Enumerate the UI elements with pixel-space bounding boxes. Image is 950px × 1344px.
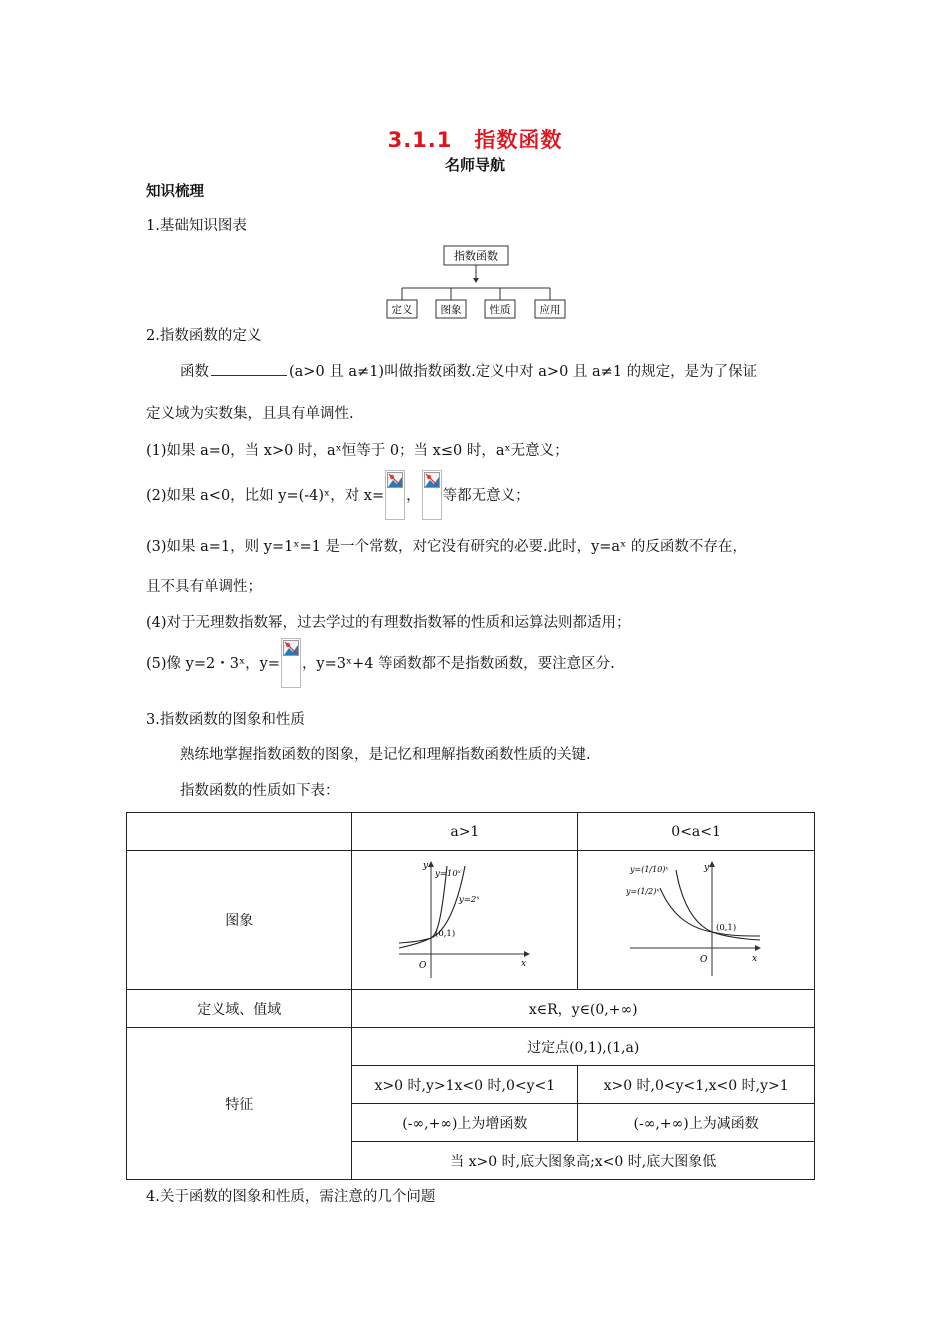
heading-definition: 2.指数函数的定义 [146,328,262,344]
heading-notes: 4.关于函数的图象和性质，需注意的几个问题 [146,1189,436,1205]
table-intro: 指数函数的性质如下表： [180,783,340,799]
definition-item-2 [146,470,530,520]
diagram-child-application: 应用 [539,304,561,316]
graph-cell-a-gt-1 [352,851,578,990]
svg-text:O: O [418,961,427,971]
definition-paragraph [180,360,757,381]
diagram-child-definition: 定义 [391,304,413,316]
svg-text:y=10ˣ: y=10ˣ [434,869,461,879]
item2-text-b: ， [406,488,421,504]
compare-value: 当 x>0 时,底大图象高;x<0 时,底大图象低 [352,1142,815,1180]
graph-cell-a-lt-1 [578,851,815,990]
definition-item-5 [146,638,615,688]
monotonic-a-lt-1: (-∞,+∞)上为减函数 [578,1104,815,1142]
svg-text:x: x [752,954,758,964]
section-heading: 知识梳理 [146,184,204,200]
broken-image-icon [385,470,405,520]
fill-in-blank[interactable] [211,363,287,376]
page-title: 3.1.1 指数函数 [387,128,563,152]
heading-graph-properties: 3.指数函数的图象和性质 [146,712,305,728]
diagram-child-properties: 性质 [489,304,511,316]
definition-suffix: (a>0 且 a≠1)叫做指数函数.定义中对 a>0 且 a≠1 的规定，是为了保证 [289,364,758,380]
row-label-domain: 定义域、值域 [127,990,352,1028]
diagram-child-graph: 图象 [440,304,462,316]
table-row-graph [127,851,815,990]
svg-text:y: y [704,863,710,873]
definition-item-3-line2: 且不具有单调性； [146,579,262,595]
concept-diagram [380,244,570,322]
table-row-feature [127,1028,815,1066]
svg-text:O: O [700,955,708,965]
header-cell-a-gt-1: a>1 [352,813,578,851]
item5-text-b: ，y=3ˣ+4 等函数都不是指数函数，要注意区分. [301,656,615,672]
sign-a-lt-1: x>0 时,0<y<1,x<0 时,y>1 [578,1066,815,1104]
svg-text:(0,1): (0,1) [434,929,455,939]
item2-text-c: 等都无意义； [442,488,530,504]
graph-increasing [395,858,535,982]
svg-text:x: x [520,959,526,969]
definition-line2: 定义域为实数集，且具有单调性. [146,406,354,422]
fixed-point-value: 过定点(0,1),(1,a) [352,1028,815,1066]
item2-text-a: (2)如果 a<0，比如 y=(-4)ˣ，对 x= [146,488,385,504]
svg-text:(0,1): (0,1) [716,923,737,933]
row-label-feature: 特征 [127,1028,352,1180]
monotonic-a-gt-1: (-∞,+∞)上为增函数 [352,1104,578,1142]
table-header-row [127,813,815,851]
header-cell-empty [127,813,352,851]
svg-text:y=2ˣ: y=2ˣ [458,895,480,905]
properties-table [126,812,815,1180]
row-label-graph: 图象 [127,851,352,990]
heading-basic-chart: 1.基础知识图表 [146,218,247,234]
broken-image-icon [281,638,301,688]
table-row-domain [127,990,815,1028]
domain-range-value: x∈R，y∈(0,+∞) [352,990,815,1028]
page-subtitle: 名师导航 [444,156,505,174]
definition-item-1: (1)如果 a=0，当 x>0 时，aˣ恒等于 0；当 x≤0 时，aˣ无意义； [146,443,569,459]
svg-text:y=(1/10)ˣ: y=(1/10)ˣ [630,865,669,874]
svg-text:y=(1/2)ˣ: y=(1/2)ˣ [626,887,660,896]
header-cell-a-lt-1: 0<a<1 [578,813,815,851]
definition-item-3: (3)如果 a=1，则 y=1ˣ=1 是一个常数，对它没有研究的必要.此时，y=aˣ 的反函数不存在， [146,539,747,555]
svg-text:y: y [422,861,428,871]
diagram-root: 指数函数 [454,249,498,263]
graph-decreasing [626,858,766,982]
item5-text-a: (5)像 y=2・3ˣ，y= [146,656,280,672]
definition-prefix: 函数 [180,364,209,380]
sign-a-gt-1: x>0 时,y>1x<0 时,0<y<1 [352,1066,578,1104]
definition-item-4: (4)对于无理数指数幂，过去学过的有理数指数幂的性质和运算法则都适用； [146,615,631,631]
graph-intro: 熟练地掌握指数函数的图象，是记忆和理解指数函数性质的关键. [180,747,591,763]
broken-image-icon [422,470,442,520]
